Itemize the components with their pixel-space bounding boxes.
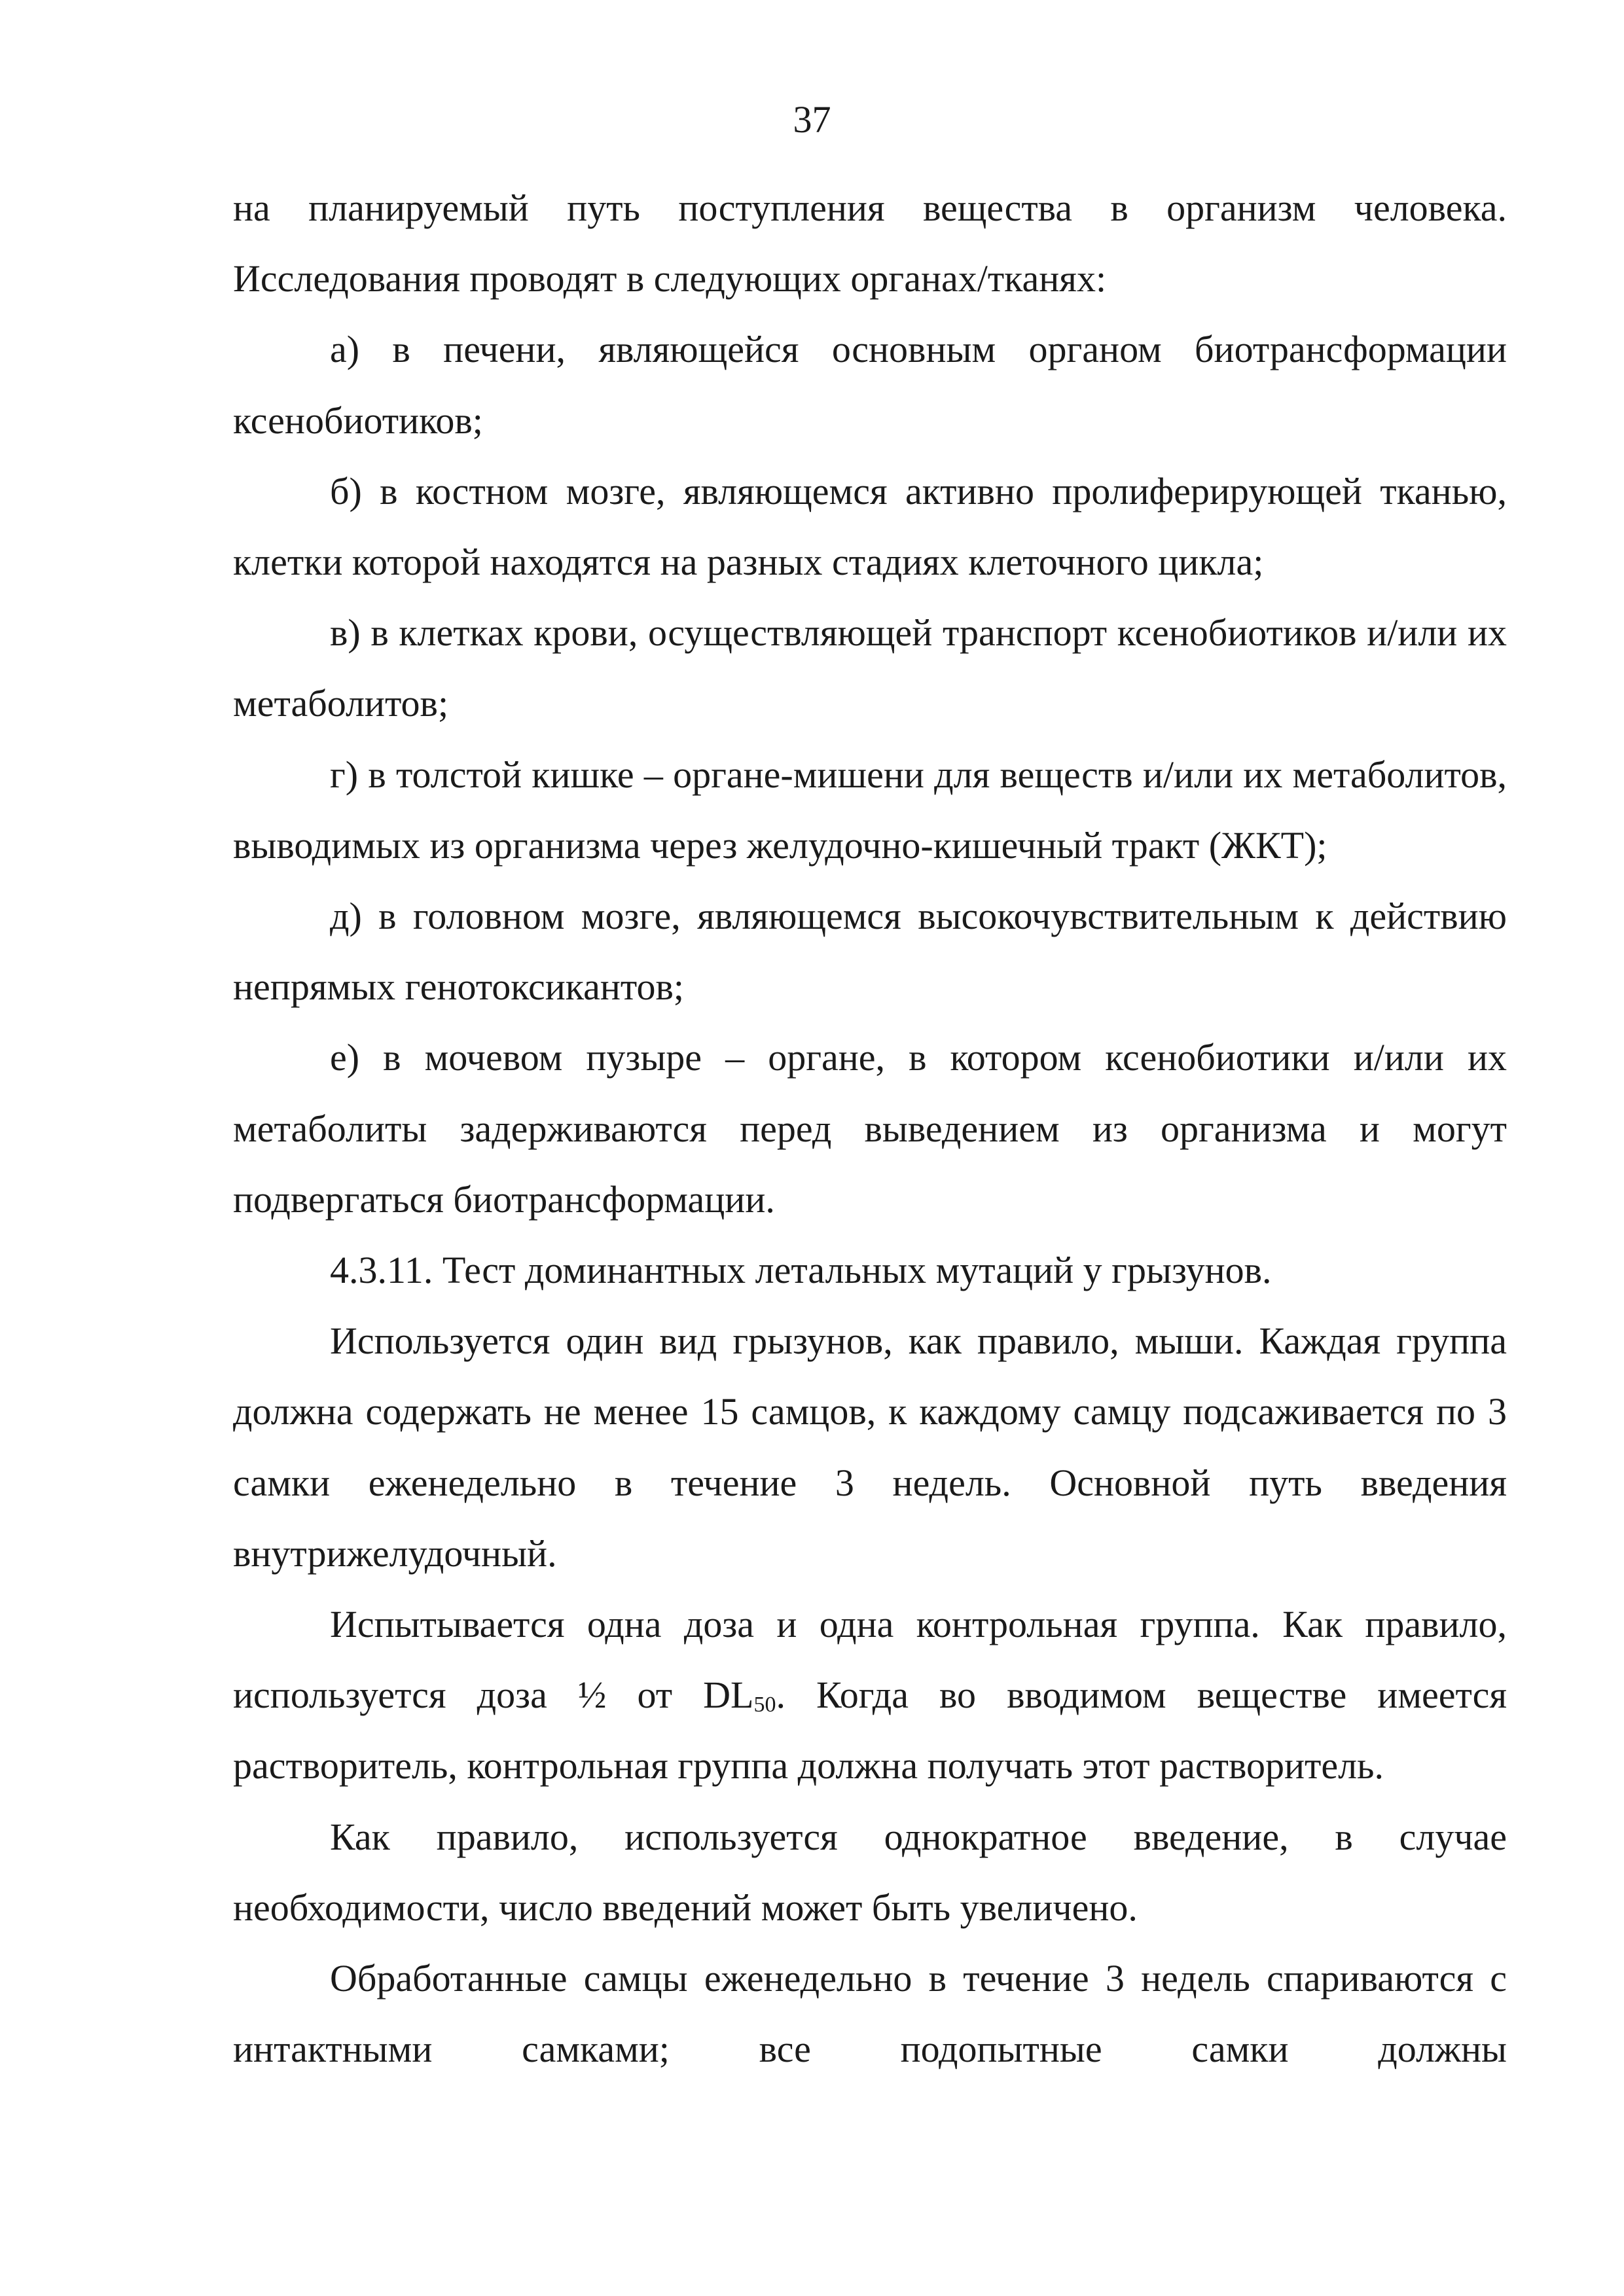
dose-text-end: . Когда во вводимом веществе имеется растворитель, контрольная группа должна получать этот растворитель. <box>233 1674 1507 1787</box>
paragraph-mating: Обработанные самцы еженедельно в течение 3 недель спариваются с интактными самками; все подопытные самки должны <box>233 1957 1507 2071</box>
paragraph-administration: Как правило, используется однократное введение, в случае необходимости, число введений может быть увеличено. <box>233 1815 1507 1929</box>
page-number: 37 <box>793 98 831 141</box>
list-item-bone-marrow: б) в костном мозге, являющемся активно пролиферирующей тканью, клетки которой находятся на разных стадиях клеточного цикла; <box>233 469 1507 584</box>
paragraph-dose <box>233 1589 1507 1802</box>
dose-text-start: Испытывается одна доза и одна контрольная группа. Как правило, используется доза ½ от DL <box>233 1603 1507 1717</box>
list-item-brain: д) в головном мозге, являющемся высокочувствительным к действию непрямых генотоксикантов; <box>233 895 1507 1009</box>
section-heading: 4.3.11. Тест доминантных летальных мутаций у грызунов. <box>330 1249 1272 1292</box>
paragraph-intro: на планируемый путь поступления вещества в организм человека. Исследования проводят в следующих органах/тканях: <box>233 187 1507 300</box>
list-item-bladder: е) в мочевом пузыре – органе, в котором ксенобиотики и/или их метаболиты задерживаются перед выведением из организма и могут подвергаться биотрансформации. <box>233 1036 1507 1221</box>
dl-subscript: 50 <box>753 1693 776 1717</box>
paragraph-species: Используется один вид грызунов, как правило, мыши. Каждая группа должна содержать не менее 15 самцов, к каждому самцу подсаживается по 3 самки еженедельно в течение 3 недель. Основной путь введения внутрижелудочный. <box>233 1319 1507 1575</box>
list-item-colon: г) в толстой кишке – органе-мишени для веществ и/или их метаболитов, выводимых из организма через желудочно-кишечный тракт (ЖКТ); <box>233 753 1507 867</box>
list-item-blood: в) в клетках крови, осуществляющей транспорт ксенобиотиков и/или их метаболитов; <box>233 611 1507 725</box>
document-body <box>233 173 1507 2085</box>
list-item-liver: а) в печени, являющейся основным органом биотрансформации ксенобиотиков; <box>233 328 1507 442</box>
